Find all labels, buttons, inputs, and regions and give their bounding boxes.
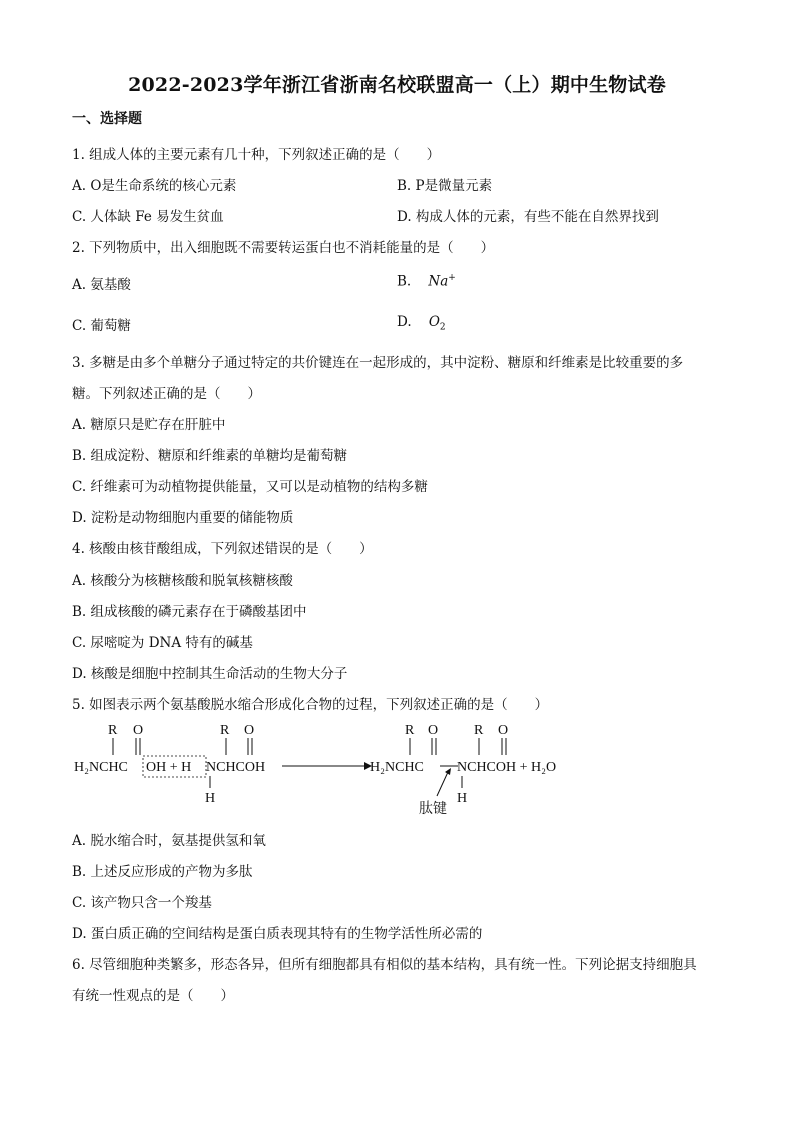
- product-left: H₂NCHC: [370, 760, 424, 775]
- q6-stem-line1: 6. 尽管细胞种类繁多，形态各异，但所有细胞都具有相似的基本结构，具有统一性。下列论据支持细胞具: [72, 957, 697, 973]
- q2-option-d: [397, 314, 446, 333]
- section-heading: 一、选择题: [72, 111, 142, 127]
- left-amino-acid-1: H₂NCHC: [74, 760, 128, 775]
- dehydration-condensation-diagram: [72, 718, 592, 818]
- q5-option-d: D. 蛋白质正确的空间结构是蛋白质表现其特有的生物学活性所必需的: [72, 926, 483, 942]
- q1-option-a: A. O是生命系统的核心元素: [72, 178, 237, 194]
- q2-option-d-subscript: 2: [439, 322, 446, 333]
- carbonyl-o-3: O: [428, 723, 439, 738]
- amino-h-product: H: [457, 791, 468, 806]
- carbonyl-o-2: O: [244, 723, 255, 738]
- q1-option-d: D. 构成人体的元素，有些不能在自然界找到: [397, 209, 659, 225]
- q3-option-c: C. 纤维素可为动植物提供能量，又可以是动植物的结构多糖: [72, 479, 428, 495]
- q4-option-a: A. 核酸分为核糖核酸和脱氧核糖核酸: [72, 573, 293, 589]
- q1-option-c: C. 人体缺 Fe 易发生贫血: [72, 209, 224, 225]
- q2-option-a: A. 氨基酸: [72, 277, 131, 293]
- amino-h-left: H: [205, 791, 216, 806]
- q2-option-b-label: B.: [397, 273, 412, 290]
- q2-option-b-formula: Na: [428, 273, 449, 290]
- q1-stem: 1. 组成人体的主要元素有几十种，下列叙述正确的是（ ）: [72, 147, 441, 163]
- q2-option-b: [397, 273, 456, 290]
- q6-stem-line2: 有统一性观点的是（ ）: [72, 988, 234, 1004]
- q4-option-b: B. 组成核酸的磷元素存在于磷酸基团中: [72, 604, 307, 620]
- r-group-3: R: [405, 723, 415, 738]
- carbonyl-o-4: O: [498, 723, 509, 738]
- q5-option-a: A. 脱水缩合时，氨基提供氢和氧: [72, 833, 266, 849]
- page-title: 2022-2023学年浙江省浙南名校联盟高一（上）期中生物试卷: [128, 74, 666, 96]
- reaction-svg: [72, 718, 592, 818]
- r-group-4: R: [474, 723, 484, 738]
- q5-stem: 5. 如图表示两个氨基酸脱水缩合形成化合物的过程，下列叙述正确的是（ ）: [72, 697, 549, 713]
- left-amino-acid-2: NCHCOH: [206, 760, 266, 775]
- q2-stem: 2. 下列物质中，出入细胞既不需要转运蛋白也不消耗能量的是（ ）: [72, 240, 495, 256]
- r-group-1: R: [108, 723, 118, 738]
- q3-option-a: A. 糖原只是贮存在肝脏中: [72, 417, 226, 433]
- product-right: NCHCOH + H₂O: [457, 760, 557, 775]
- peptide-bond-pointer-head: [445, 768, 451, 775]
- q2-option-d-label: D.: [397, 314, 412, 330]
- q2-option-d-formula: O: [428, 314, 440, 330]
- q4-option-d: D. 核酸是细胞中控制其生命活动的生物大分子: [72, 666, 348, 682]
- r-group-2: R: [220, 723, 230, 738]
- q3-stem-line2: 糖。下列叙述正确的是（ ）: [72, 386, 261, 402]
- q2-option-b-charge: +: [448, 273, 456, 283]
- q4-option-c: C. 尿嘧啶为 DNA 特有的碱基: [72, 635, 253, 651]
- q3-stem-line1: 3. 多糖是由多个单糖分子通过特定的共价键连在一起形成的，其中淀粉、糖原和纤维素是比较重要的多: [72, 355, 684, 371]
- removed-oh-h: OH + H: [146, 760, 192, 775]
- q3-option-b: B. 组成淀粉、糖原和纤维素的单糖均是葡萄糖: [72, 448, 348, 464]
- q1-option-b: B. P是微量元素: [397, 178, 493, 194]
- peptide-bond-label: 肽键: [419, 802, 447, 817]
- q4-stem: 4. 核酸由核苷酸组成，下列叙述错误的是（ ）: [72, 541, 373, 557]
- q5-option-c: C. 该产物只含一个羧基: [72, 895, 212, 911]
- carbonyl-o-1: O: [133, 723, 144, 738]
- q5-option-b: B. 上述反应形成的产物为多肽: [72, 864, 253, 880]
- q2-option-c: C. 葡萄糖: [72, 318, 131, 334]
- q3-option-d: D. 淀粉是动物细胞内重要的储能物质: [72, 510, 294, 526]
- peptide-bond-pointer: [437, 772, 448, 796]
